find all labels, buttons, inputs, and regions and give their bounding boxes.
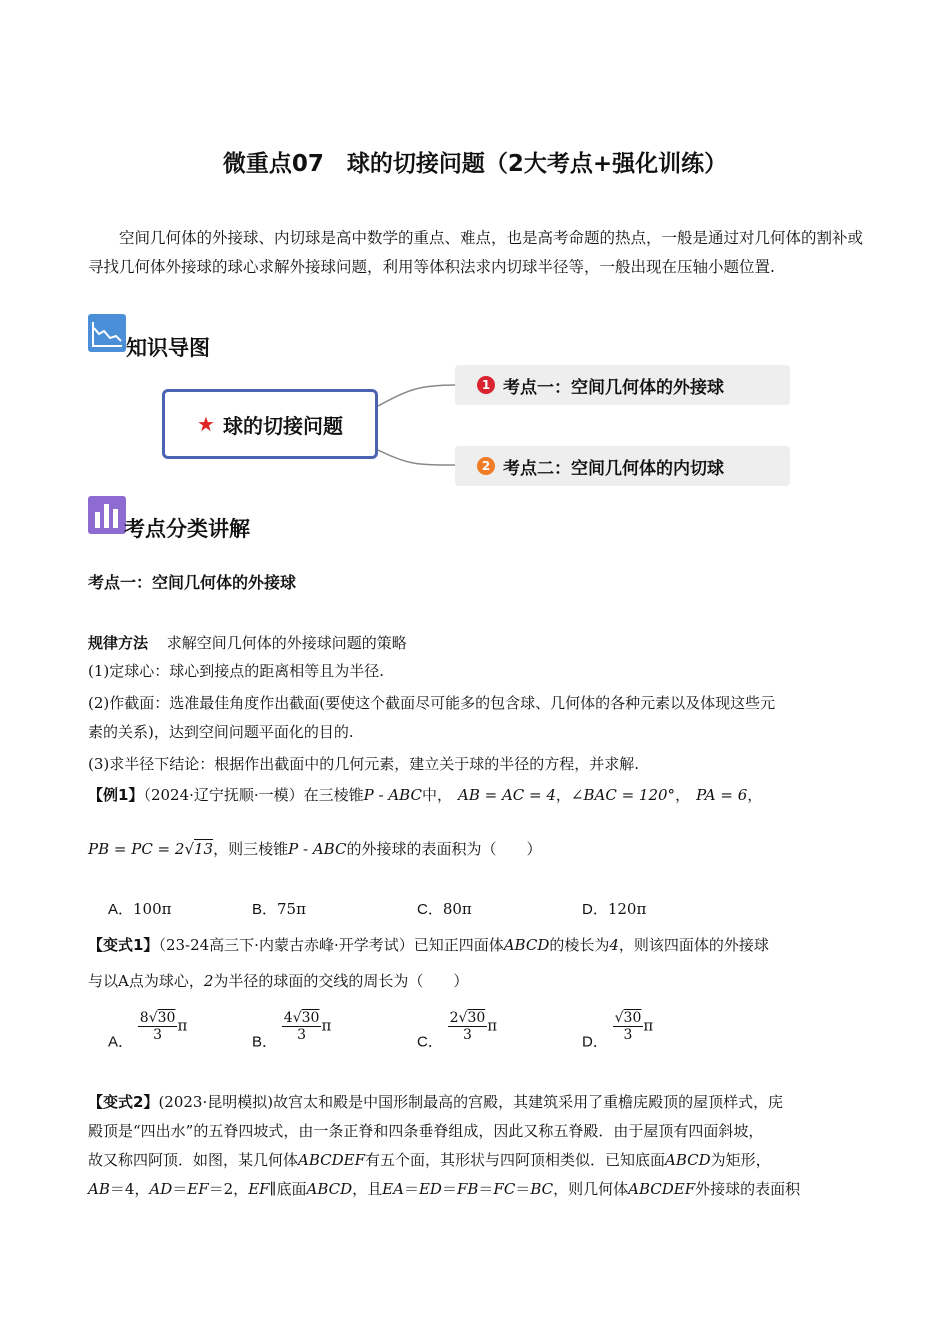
variant-1-option-a[interactable] bbox=[108, 1010, 187, 1052]
t: FB bbox=[456, 1180, 479, 1198]
variant-2-line-4 bbox=[88, 1175, 868, 1204]
t: 有五个面，其形状与四阿顶相类似．已知底面 bbox=[365, 1151, 666, 1169]
variant-1-line-2b: 点为球心， bbox=[128, 972, 204, 990]
fraction: $\frac{√30}{3}$ bbox=[614, 1010, 642, 1043]
mindmap-heading: 知识导图 bbox=[126, 336, 210, 360]
t: ＝ bbox=[441, 1180, 457, 1198]
option-label: A． bbox=[108, 1033, 134, 1051]
variant-1-line-1 bbox=[88, 934, 769, 955]
variant-1-radius: 2 bbox=[203, 972, 214, 990]
mindmap-root-label: 球的切接问题 bbox=[222, 413, 343, 438]
example-1-mid: 中， bbox=[421, 786, 452, 804]
t: 故又称四阿顶．如图，某几何体 bbox=[88, 1151, 299, 1169]
example-1-option-b[interactable] bbox=[252, 898, 306, 919]
t: 外接球的表面积 bbox=[695, 1180, 801, 1198]
example-1-line-1 bbox=[88, 784, 762, 805]
option-value: 120π bbox=[607, 900, 647, 918]
example-1-sep-3: ， bbox=[747, 786, 763, 804]
t: ，则几何体 bbox=[553, 1180, 629, 1198]
pi: π bbox=[177, 1016, 188, 1035]
method-text: 求解空间几何体的外接球问题的策略 bbox=[166, 634, 407, 652]
variant-1-tag: 【变式1】 bbox=[88, 936, 159, 954]
coef: 4 bbox=[283, 1010, 293, 1026]
radicand: 30 bbox=[467, 1010, 486, 1026]
t: EA bbox=[382, 1180, 404, 1198]
t: ABCD bbox=[306, 1180, 353, 1198]
coef: 2 bbox=[449, 1010, 459, 1026]
method-label: 规律方法 bbox=[88, 634, 149, 652]
example-1-option-d[interactable] bbox=[582, 898, 646, 919]
intro-paragraph: 空间几何体的外接球、内切球是高中数学的重点、难点，也是高考命题的热点，一般是通过对几何体的割补或寻找几何体外接球的球心求解外接球问题，利用等体积法求内切球半径等，一般出现在压轴小题位置. bbox=[88, 229, 864, 276]
example-1-tag: 【例1】 bbox=[88, 786, 144, 804]
t: ＝ bbox=[478, 1180, 494, 1198]
option-label: C． bbox=[417, 1033, 443, 1051]
t: ABCDEF bbox=[298, 1151, 366, 1169]
radicand: 30 bbox=[623, 1010, 642, 1026]
fraction: $\frac{4√30}{3}$ bbox=[283, 1010, 320, 1043]
star-icon: ★ bbox=[197, 412, 215, 436]
t: EF bbox=[248, 1180, 270, 1198]
denominator: 3 bbox=[463, 1027, 472, 1043]
t: 为矩形， bbox=[710, 1151, 771, 1169]
example-1-pyramid-2: P - ABC bbox=[288, 840, 347, 858]
example-1-line-2-mid: ，则三棱锥 bbox=[213, 840, 289, 858]
variant-1-option-c[interactable] bbox=[417, 1010, 497, 1052]
option-label: C． bbox=[417, 901, 443, 918]
option-label: B． bbox=[252, 1033, 278, 1051]
variant-1-option-b[interactable] bbox=[252, 1010, 331, 1052]
t: ，且 bbox=[352, 1180, 383, 1198]
denominator: 3 bbox=[623, 1027, 633, 1043]
t: EF bbox=[187, 1180, 209, 1198]
example-1-cond-1: AB = AC = 4 bbox=[457, 786, 556, 804]
option-label: D． bbox=[582, 1033, 608, 1051]
option-value: 80π bbox=[442, 900, 472, 918]
t: ＝4， bbox=[109, 1180, 150, 1198]
t: ∥底面 bbox=[269, 1180, 307, 1198]
fraction: $\frac{2√30}{3}$ bbox=[449, 1010, 486, 1043]
option-value: 100π bbox=[133, 900, 172, 918]
variant-1-line-2c: 为半径的球面的交线的周长为（ ） bbox=[213, 972, 469, 990]
variant-2-tag: 【变式2】 bbox=[88, 1093, 159, 1111]
denominator: 3 bbox=[297, 1027, 307, 1043]
denominator: 3 bbox=[153, 1027, 163, 1043]
method-step-3: (3)求半径下结论：根据作出截面中的几何元素，建立关于球的半径的方程，并求解. bbox=[88, 755, 640, 773]
variant-1-line-2a: 与以 bbox=[88, 972, 119, 990]
option-value: 75π bbox=[277, 900, 306, 918]
t: ABCD bbox=[665, 1151, 711, 1169]
page-title: 微重点07 球的切接问题（2大考点+强化训练） bbox=[222, 151, 728, 177]
mindmap-node-2-label: 考点二：空间几何体的内切球 bbox=[503, 458, 724, 479]
example-1-line-2 bbox=[88, 838, 541, 859]
t: ＝ bbox=[172, 1180, 188, 1198]
variant-1-line-2 bbox=[88, 970, 468, 991]
pi: π bbox=[643, 1016, 654, 1035]
classify-heading: 考点分类讲解 bbox=[124, 517, 250, 541]
example-1-source: （2024·辽宁抚顺·一模）在三棱锥 bbox=[143, 786, 364, 804]
option-label: D． bbox=[582, 901, 608, 918]
variant-1-point: A bbox=[118, 972, 129, 990]
mindmap-node-1 bbox=[455, 365, 790, 405]
example-1-cond-4: PB = PC = 2 bbox=[88, 840, 185, 858]
pi: π bbox=[487, 1016, 498, 1035]
method-step-2a: (2)作截面：选准最佳角度作出截面(要使这个截面尽可能多的包含球、几何体的各种元素以及体现这些元 bbox=[88, 694, 776, 712]
t: ＝ bbox=[403, 1180, 419, 1198]
t: ED bbox=[418, 1180, 442, 1198]
t: ＝ bbox=[515, 1180, 531, 1198]
variant-2-line-3 bbox=[88, 1146, 868, 1175]
chart-line-icon bbox=[88, 314, 126, 352]
method-step-1: (1)定球心：球心到接点的距离相等且为半径. bbox=[88, 662, 385, 680]
example-1-sep-1: ， bbox=[555, 786, 571, 804]
option-label: B． bbox=[252, 901, 278, 918]
sqrt-13: √13 bbox=[184, 840, 214, 858]
number-badge-2: 2 bbox=[477, 457, 495, 475]
t: FC bbox=[493, 1180, 516, 1198]
example-1-sep-2: ， bbox=[675, 786, 691, 804]
variant-1-edge: 4 bbox=[609, 936, 619, 954]
fraction: $\frac{8√30}{3}$ bbox=[139, 1010, 176, 1043]
mindmap-root bbox=[162, 389, 378, 459]
coef: 8 bbox=[139, 1010, 149, 1026]
mindmap-node-2 bbox=[455, 446, 790, 486]
variant-1-source: （23-24高三下·内蒙古赤峰·开学考试）已知正四面体 bbox=[158, 936, 504, 954]
radicand: 30 bbox=[301, 1010, 320, 1026]
bar-chart-icon bbox=[88, 496, 126, 534]
method-line bbox=[88, 632, 407, 653]
example-1-question: 的外接球的表面积为（ ） bbox=[346, 840, 542, 858]
t: BC bbox=[530, 1180, 554, 1198]
kp1-title: 考点一：空间几何体的外接球 bbox=[88, 573, 297, 592]
option-label: A． bbox=[108, 901, 134, 918]
variant-1-text-1: 的棱长为 bbox=[549, 936, 610, 954]
variant-1-text-2: ，则该四面体的外接球 bbox=[618, 936, 769, 954]
radicand: 30 bbox=[157, 1010, 176, 1026]
t: AD bbox=[149, 1180, 173, 1198]
sqrt-13-radicand: 13 bbox=[194, 840, 214, 858]
example-1-option-a[interactable] bbox=[108, 898, 172, 919]
example-1-cond-3: PA = 6 bbox=[696, 786, 748, 804]
variant-2-line-2: 殿顶是“四出水”的五脊四坡式，由一条正脊和四条垂脊组成，因此又称五脊殿．由于屋顶有四面斜坡， bbox=[88, 1122, 764, 1140]
example-1-cond-2: ∠BAC = 120° bbox=[570, 786, 676, 804]
variant-1-solid: ABCD bbox=[503, 936, 550, 954]
variant-2-paragraph bbox=[88, 1088, 868, 1204]
mindmap-node-1-label: 考点一：空间几何体的外接球 bbox=[503, 377, 724, 398]
variant-2-text-1: (2023·昆明模拟)故宫太和殿是中国形制最高的宫殿，其建筑采用了重檐庑殿顶的屋顶样式，庑 bbox=[158, 1093, 784, 1111]
variant-2-line-1 bbox=[88, 1088, 868, 1117]
method-step-2b: 素的关系)，达到空间问题平面化的目的. bbox=[88, 723, 354, 741]
t: ABCDEF bbox=[628, 1180, 696, 1198]
t: AB bbox=[88, 1180, 110, 1198]
pi: π bbox=[321, 1016, 332, 1035]
example-1-pyramid: P - ABC bbox=[363, 786, 422, 804]
mindmap-connectors bbox=[378, 370, 458, 480]
example-1-option-c[interactable] bbox=[417, 898, 472, 919]
number-badge-1: 1 bbox=[477, 376, 495, 394]
variant-1-option-d[interactable] bbox=[582, 1010, 653, 1052]
t: ＝2， bbox=[208, 1180, 249, 1198]
